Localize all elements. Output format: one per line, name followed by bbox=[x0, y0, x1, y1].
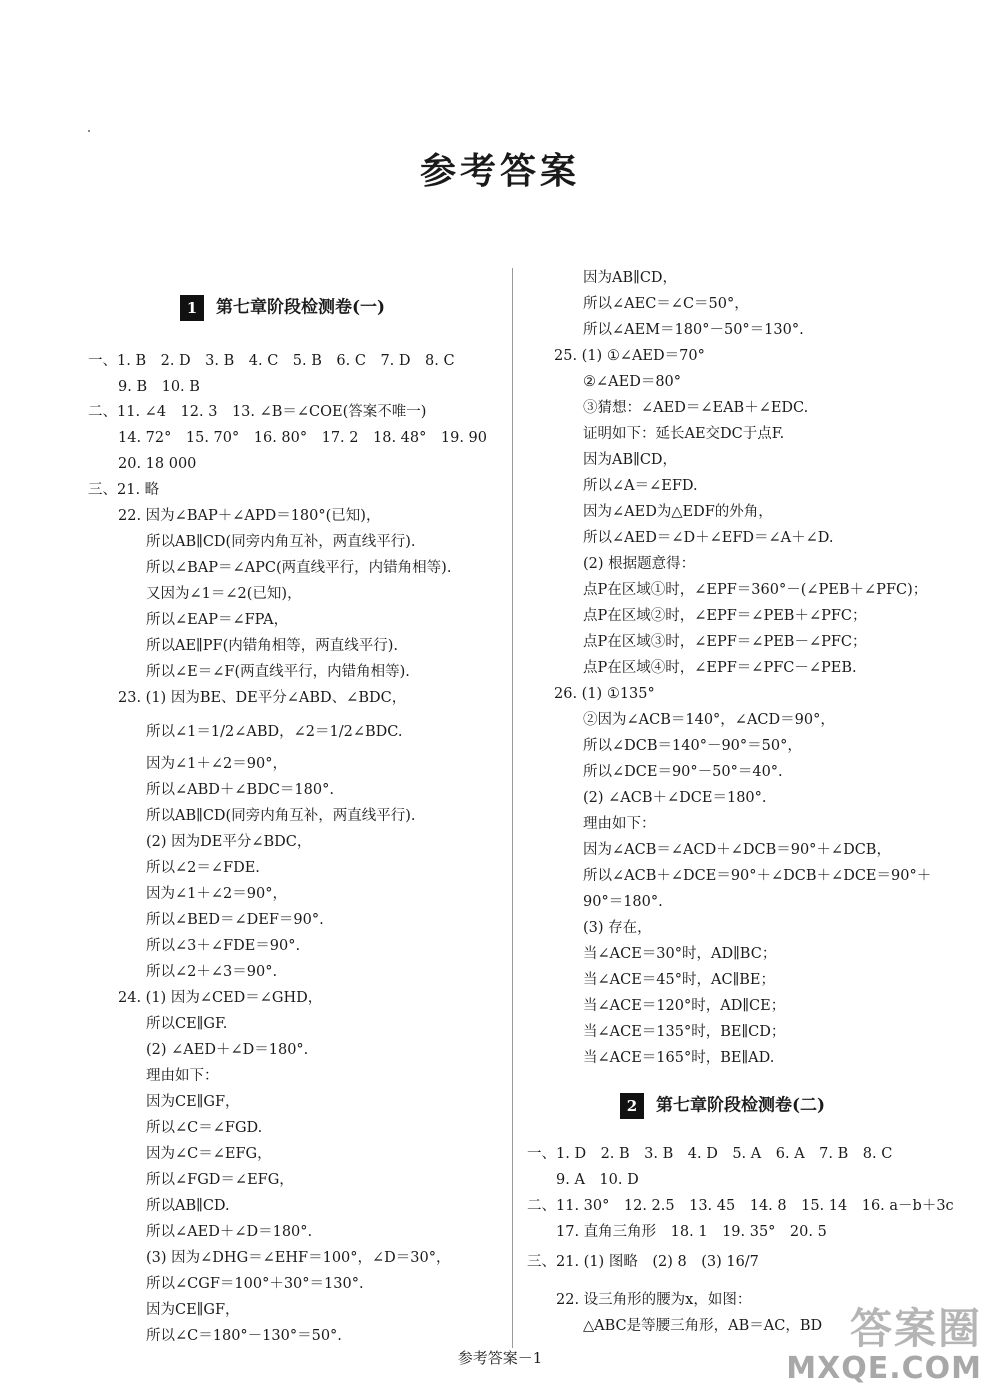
answer-line: 所以∠EAP＝∠FPA， bbox=[146, 612, 289, 628]
answer-line: 证明如下：延长AE交DC于点F. bbox=[583, 426, 785, 442]
answer-line: 所以AB∥CD(同旁内角互补，两直线平行). bbox=[146, 808, 416, 824]
answer-line: 所以∠ACB＋∠DCE＝90°＋∠DCB＋∠DCE＝90°＋ bbox=[583, 868, 932, 884]
answer-line: 一、1. B 2. D 3. B 4. C 5. B 6. C 7. D 8. C bbox=[88, 353, 455, 369]
column-divider bbox=[512, 268, 513, 1348]
answer-line: 90°＝180°. bbox=[583, 894, 663, 910]
answer-line: 因为∠C＝∠EFG， bbox=[146, 1146, 272, 1162]
section-number: 2 bbox=[620, 1093, 644, 1119]
answer-line: 所以AB∥CD. bbox=[146, 1198, 230, 1214]
answer-line: 9. A 10. D bbox=[556, 1172, 639, 1188]
section-number: 1 bbox=[180, 295, 204, 321]
answer-line: 所以∠ABD＋∠BDC＝180°. bbox=[146, 782, 334, 798]
answer-line: 因为∠AED为△EDF的外角， bbox=[583, 504, 773, 520]
answer-line: ②∠AED＝80° bbox=[583, 374, 682, 390]
page-footer: 参考答案－1 bbox=[457, 1349, 543, 1367]
watermark-brand: 答案圈 bbox=[849, 1304, 982, 1353]
answer-line: 因为∠1＋∠2＝90°， bbox=[146, 756, 287, 772]
answer-line: 所以∠AEC＝∠C＝50°， bbox=[583, 296, 749, 312]
answer-line: 所以∠DCE＝90°－50°＝40°. bbox=[583, 764, 783, 780]
answer-line: (2) 因为DE平分∠BDC， bbox=[146, 834, 312, 850]
answer-line: 17. 直角三角形 18. 1 19. 35° 20. 5 bbox=[556, 1224, 827, 1240]
answer-line: 点P在区域②时，∠EPF＝∠PEB＋∠PFC； bbox=[583, 608, 867, 624]
section-title: 第七章阶段检测卷(一) bbox=[216, 297, 386, 318]
answer-line: 所以AB∥CD(同旁内角互补，两直线平行). bbox=[146, 534, 416, 550]
answer-line: ③猜想：∠AED＝∠EAB＋∠EDC. bbox=[583, 400, 809, 416]
answer-line: ②因为∠ACB＝140°，∠ACD＝90°， bbox=[583, 712, 835, 728]
answer-line: 所以∠3＋∠FDE＝90°. bbox=[146, 938, 301, 954]
answer-line: 又因为∠1＝∠2(已知)， bbox=[146, 586, 302, 602]
answer-line: 因为AB∥CD， bbox=[583, 452, 678, 468]
answer-line: △ABC是等腰三角形，AB＝AC，BD bbox=[583, 1318, 823, 1334]
answer-line: 所以∠C＝180°－130°＝50°. bbox=[146, 1328, 342, 1344]
answer-line: 因为CE∥GF， bbox=[146, 1094, 240, 1110]
answer-line: 26. (1) ①135° bbox=[554, 686, 655, 702]
answer-line: 所以∠2＝∠FDE. bbox=[146, 860, 260, 876]
answer-line: 理由如下： bbox=[146, 1068, 219, 1084]
watermark bbox=[786, 1296, 982, 1386]
answer-line: 25. (1) ①∠AED＝70° bbox=[554, 348, 705, 364]
answer-line: (3) 存在， bbox=[583, 920, 652, 936]
answer-line: 所以CE∥GF. bbox=[146, 1016, 228, 1032]
answer-line: 二、11. 30° 12. 2.5 13. 45 14. 8 15. 14 16. a－b＋3c bbox=[527, 1198, 954, 1214]
answer-line: 点P在区域①时，∠EPF＝360°－(∠PEB＋∠PFC)； bbox=[583, 582, 928, 598]
answer-line: 点P在区域④时，∠EPF＝∠PFC－∠PEB. bbox=[583, 660, 857, 676]
answer-line: 因为CE∥GF， bbox=[146, 1302, 240, 1318]
answer-line: (2) ∠AED＋∠D＝180°. bbox=[146, 1042, 309, 1058]
answer-line: 23. (1) 因为BE、DE平分∠ABD、∠BDC， bbox=[118, 690, 407, 706]
answer-line: 当∠ACE＝30°时，AD∥BC； bbox=[583, 946, 777, 962]
page-title: 参考答案 bbox=[419, 150, 580, 192]
answer-line: 理由如下： bbox=[583, 816, 656, 832]
speck bbox=[88, 130, 90, 132]
answer-line: 当∠ACE＝45°时，AC∥BE； bbox=[583, 972, 776, 988]
answer-line: 所以∠AED＋∠D＝180°. bbox=[146, 1224, 313, 1240]
answer-line: 所以∠E＝∠F(两直线平行，内错角相等). bbox=[146, 664, 410, 680]
answer-line: (2) 根据题意得： bbox=[583, 556, 696, 572]
answer-line: 所以∠C＝∠FGD. bbox=[146, 1120, 263, 1136]
answer-line: 20. 18 000 bbox=[118, 456, 197, 472]
section-title: 第七章阶段检测卷(二) bbox=[656, 1095, 826, 1116]
answer-line: 三、21. (1) 图略 (2) 8 (3) 16/7 bbox=[527, 1254, 759, 1270]
answer-line: 22. 设三角形的腰为x，如图： bbox=[556, 1292, 752, 1308]
answer-line: 24. (1) 因为∠CED＝∠GHD， bbox=[118, 990, 323, 1006]
answer-line: 所以∠AEM＝180°－50°＝130°. bbox=[583, 322, 804, 338]
answer-line: 三、21. 略 bbox=[88, 482, 160, 498]
answer-line: 所以∠FGD＝∠EFG， bbox=[146, 1172, 294, 1188]
answer-line: 22. 因为∠BAP＋∠APD＝180°(已知)， bbox=[118, 508, 381, 524]
answer-line: 所以∠BAP＝∠APC(两直线平行，内错角相等). bbox=[146, 560, 452, 576]
answer-line: 当∠ACE＝135°时，BE∥CD； bbox=[583, 1024, 786, 1040]
answer-line: 所以∠CGF＝100°＋30°＝130°. bbox=[146, 1276, 364, 1292]
watermark-url: MXQE.COM bbox=[786, 1351, 982, 1386]
answer-line: 所以∠DCB＝140°－90°＝50°， bbox=[583, 738, 802, 754]
answer-line: 所以∠2＋∠3＝90°. bbox=[146, 964, 278, 980]
answer-line: (3) 因为∠DHG＝∠EHF＝100°，∠D＝30°， bbox=[146, 1250, 451, 1266]
answer-line: 所以AE∥PF(内错角相等，两直线平行). bbox=[146, 638, 398, 654]
answer-line: 9. B 10. B bbox=[118, 379, 200, 395]
section-heading-2 bbox=[620, 1090, 825, 1120]
answer-line: 所以∠AED＝∠D＋∠EFD＝∠A＋∠D. bbox=[583, 530, 834, 546]
answer-line: (2) ∠ACB＋∠DCE＝180°. bbox=[583, 790, 767, 806]
answer-line: 点P在区域③时，∠EPF＝∠PEB－∠PFC； bbox=[583, 634, 867, 650]
answer-line: 当∠ACE＝120°时，AD∥CE； bbox=[583, 998, 786, 1014]
answer-line: 14. 72° 15. 70° 16. 80° 17. 2 18. 48° 19. 90 bbox=[118, 430, 487, 446]
section-heading-1 bbox=[180, 292, 385, 322]
answer-line: 所以∠1＝1/2∠ABD，∠2＝1/2∠BDC. bbox=[146, 724, 403, 740]
answer-line: 所以∠BED＝∠DEF＝90°. bbox=[146, 912, 324, 928]
answer-line: 因为∠1＋∠2＝90°， bbox=[146, 886, 287, 902]
answer-line: 二、11. ∠4 12. 3 13. ∠B＝∠COE(答案不唯一) bbox=[88, 404, 427, 420]
answer-line: 因为AB∥CD， bbox=[583, 270, 678, 286]
answer-line: 当∠ACE＝165°时，BE∥AD. bbox=[583, 1050, 775, 1066]
answer-line: 一、1. D 2. B 3. B 4. D 5. A 6. A 7. B 8. C bbox=[527, 1146, 893, 1162]
answer-line: 因为∠ACB＝∠ACD＋∠DCB＝90°＋∠DCB， bbox=[583, 842, 891, 858]
answer-line: 所以∠A＝∠EFD. bbox=[583, 478, 698, 494]
